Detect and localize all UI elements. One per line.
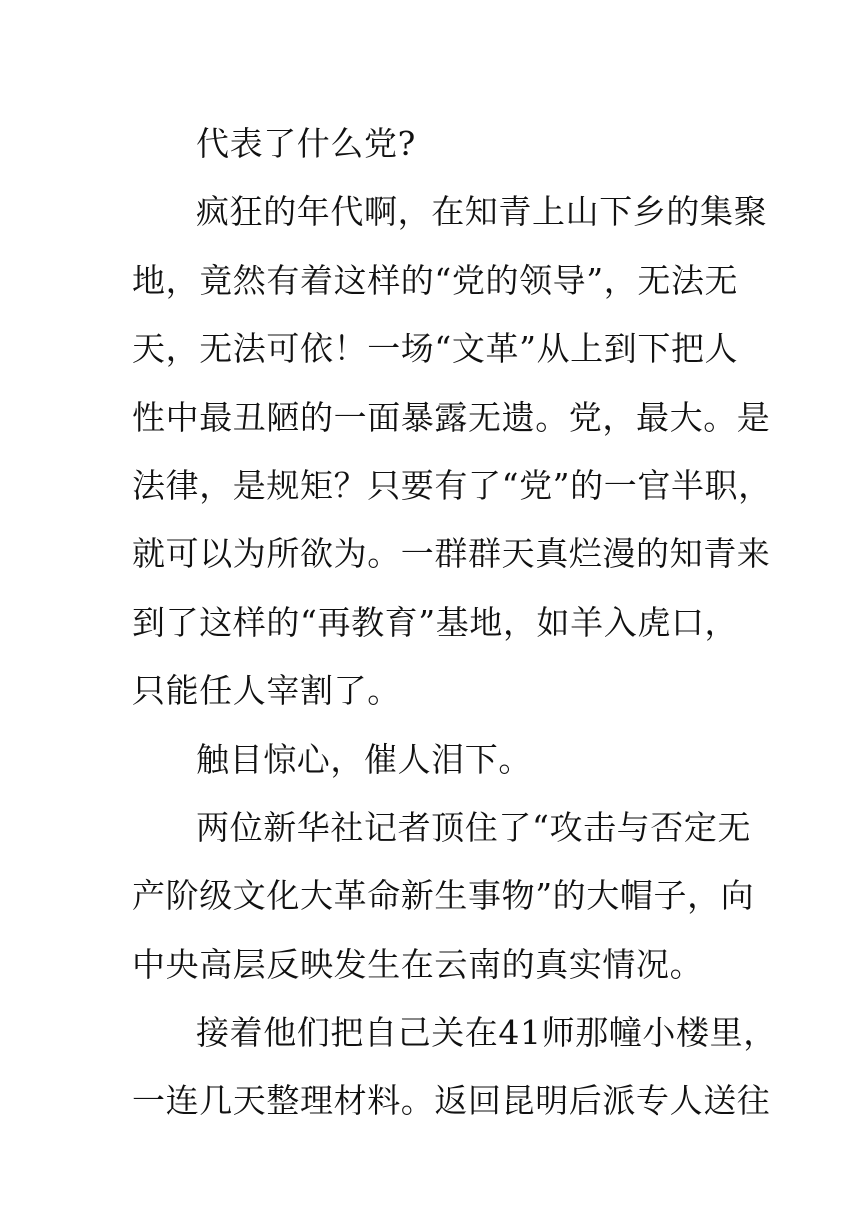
paragraph	[132, 726, 732, 794]
text-line: 地，竟然有着这样的“党的领导”，无法无	[132, 260, 739, 300]
text-line: 触目惊心，催人泪下。	[196, 739, 532, 779]
document-page	[132, 110, 777, 1136]
text-line: 就可以为所欲为。一群群天真烂漫的知青来	[132, 534, 771, 574]
text-line: 到了这样的“再教育”基地，如羊入虎口，	[132, 602, 739, 642]
paragraph	[132, 999, 777, 1136]
text-line: 疯狂的年代啊，在知青上山下乡的集聚	[196, 192, 768, 232]
text-line: 代表了什么党?	[196, 124, 416, 163]
paragraph	[132, 178, 772, 725]
paragraph	[132, 110, 732, 178]
text-line: 性中最丑陋的一面暴露无遗。党，最大。是	[132, 397, 771, 437]
text-line: 只能任人宰割了。	[132, 671, 401, 711]
text-line: 接着他们把自己关在41师那幢小楼里，	[196, 1013, 777, 1053]
text-line: 中央高层反映发生在云南的真实情况。	[132, 944, 704, 984]
text-line: 两位新华社记者顶住了“攻击与否定无	[196, 807, 752, 847]
text-line: 一连几天整理材料。返回昆明后派专人送往	[132, 1081, 771, 1121]
text-line: 天，无法可依！一场“文革”从上到下把人	[132, 329, 739, 369]
paragraph	[132, 794, 755, 999]
text-line: 产阶级文化大革命新生事物”的大帽子，向	[132, 876, 755, 916]
text-line: 法律，是规矩？只要有了“党”的一官半职，	[132, 465, 772, 505]
